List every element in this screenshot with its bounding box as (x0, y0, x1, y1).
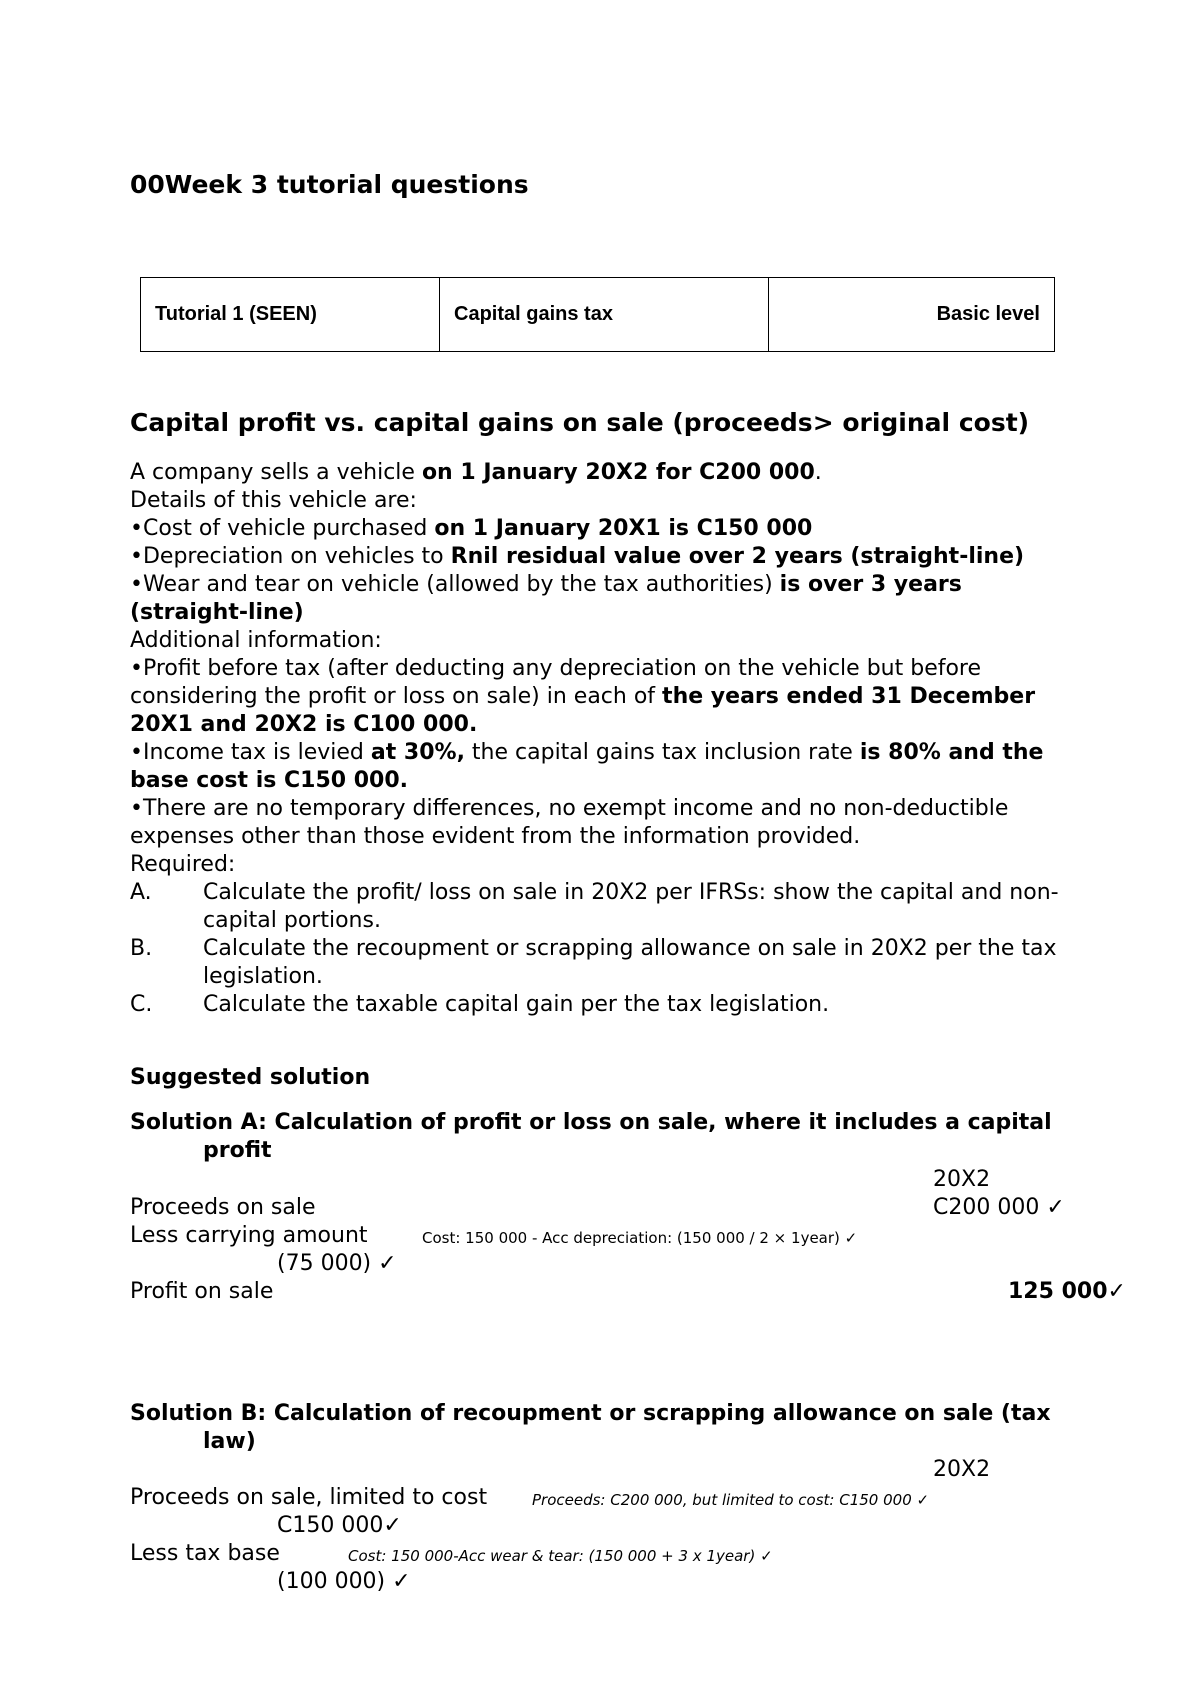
intro-text: the capital gains tax inclusion rate (464, 740, 860, 765)
intro-line-1 (130, 459, 822, 487)
intro-text: •Cost of vehicle purchased (130, 516, 435, 541)
intro-bold: on 1 January 20X1 is C150 000 (434, 516, 813, 541)
intro-text: considering the profit or loss on sale) in each of (130, 684, 663, 709)
intro-bold: the years ended 31 December (662, 684, 1036, 709)
solution-a-heading-cont: profit (203, 1138, 272, 1163)
intro-line-2: Details of this vehicle are: (130, 488, 417, 513)
solution-b-year-header: 20X2 (933, 1457, 991, 1482)
required-item-a-line2: capital portions. (203, 908, 381, 933)
intro-text: . (814, 460, 822, 485)
solution-a-carrying-value: (75 000) ✓ (277, 1251, 397, 1276)
bullet-income-tax-cont: base cost is C150 000. (130, 768, 408, 793)
additional-info-label: Additional information: (130, 628, 382, 653)
required-item-a-line1: Calculate the profit/ loss on sale in 20X2 per IFRSs: show the capital and non- (203, 880, 1059, 905)
check-icon: ✓ (1107, 1279, 1126, 1304)
bullet-income-tax (130, 739, 1043, 767)
topic-cell: Capital gains tax (440, 278, 769, 352)
intro-text: A company sells a vehicle (130, 460, 422, 485)
page-title: 00Week 3 tutorial questions (130, 170, 529, 199)
level-cell: Basic level (769, 278, 1055, 352)
tutorial-header-table (140, 277, 1055, 352)
bullet-profit: •Profit before tax (after deducting any depreciation on the vehicle but before (130, 656, 982, 681)
solution-b-taxbase-note: Cost: 150 000-Acc wear & tear: (150 000 + 3 x 1year) ✓ (348, 1547, 773, 1565)
intro-bold: at 30%, (370, 740, 465, 765)
solution-a-profit-label: Profit on sale (130, 1279, 274, 1304)
intro-bold: on 1 January 20X2 for C200 000 (421, 460, 815, 485)
intro-bold: is 80% and the (859, 740, 1044, 765)
required-label: Required: (130, 852, 236, 877)
solution-a-year-header: 20X2 (933, 1167, 991, 1192)
required-item-b-line1: Calculate the recoupment or scrapping allowance on sale in 20X2 per the tax (203, 936, 1057, 961)
solution-a-proceeds-label: Proceeds on sale (130, 1195, 316, 1220)
intro-text: •Depreciation on vehicles to (130, 544, 451, 569)
required-letter: A. (130, 880, 152, 905)
bullet-wear-tear-cont: (straight-line) (130, 600, 304, 625)
section-heading: Capital profit vs. capital gains on sale (proceeds> original cost) (130, 408, 1030, 437)
intro-text: •Income tax is levied (130, 740, 371, 765)
solution-a-carrying-note: Cost: 150 000 - Acc depreciation: (150 000 / 2 × 1year) ✓ (422, 1229, 858, 1247)
intro-bold: Rnil residual value over 2 years (straight-line) (450, 544, 1025, 569)
required-letter: B. (130, 936, 153, 961)
solution-b-heading-cont: law) (203, 1429, 256, 1454)
bullet-temporary: •There are no temporary differences, no exempt income and no non-deductible (130, 796, 1009, 821)
required-item-c-line1: Calculate the taxable capital gain per the tax legislation. (203, 992, 830, 1017)
bullet-cost (130, 515, 812, 543)
tutorial-label-cell: Tutorial 1 (SEEN) (141, 278, 440, 352)
bullet-temporary-cont: expenses other than those evident from the information provided. (130, 824, 861, 849)
solution-b-taxbase-value: (100 000) ✓ (277, 1569, 411, 1594)
solution-b-proceeds-note: Proceeds: C200 000, but limited to cost: C150 000 ✓ (532, 1491, 930, 1509)
solution-b-heading: Solution B: Calculation of recoupment or scrapping allowance on sale (tax (130, 1401, 1051, 1426)
required-letter: C. (130, 992, 153, 1017)
solution-a-carrying-label: Less carrying amount (130, 1223, 368, 1248)
solution-a-heading: Solution A: Calculation of profit or loss on sale, where it includes a capital (130, 1110, 1052, 1135)
solution-a-profit-value-wrap (1008, 1278, 1126, 1306)
intro-text: •Wear and tear on vehicle (allowed by the tax authorities) (130, 572, 780, 597)
intro-bold: is over 3 years (779, 572, 962, 597)
solution-b-proceeds-value: C150 000✓ (277, 1513, 402, 1538)
bullet-wear-tear (130, 571, 962, 599)
suggested-solution-heading: Suggested solution (130, 1065, 371, 1090)
solution-a-profit-value: 125 000 (1008, 1279, 1108, 1304)
required-item-b-line2: legislation. (203, 964, 323, 989)
solution-a-proceeds-value: C200 000 ✓ (933, 1195, 1065, 1220)
solution-b-proceeds-label: Proceeds on sale, limited to cost (130, 1485, 488, 1510)
solution-b-taxbase-label: Less tax base (130, 1541, 280, 1566)
bullet-depreciation (130, 543, 1024, 571)
bullet-profit-cont-2: 20X1 and 20X2 is C100 000. (130, 712, 478, 737)
bullet-profit-cont (130, 683, 1035, 711)
